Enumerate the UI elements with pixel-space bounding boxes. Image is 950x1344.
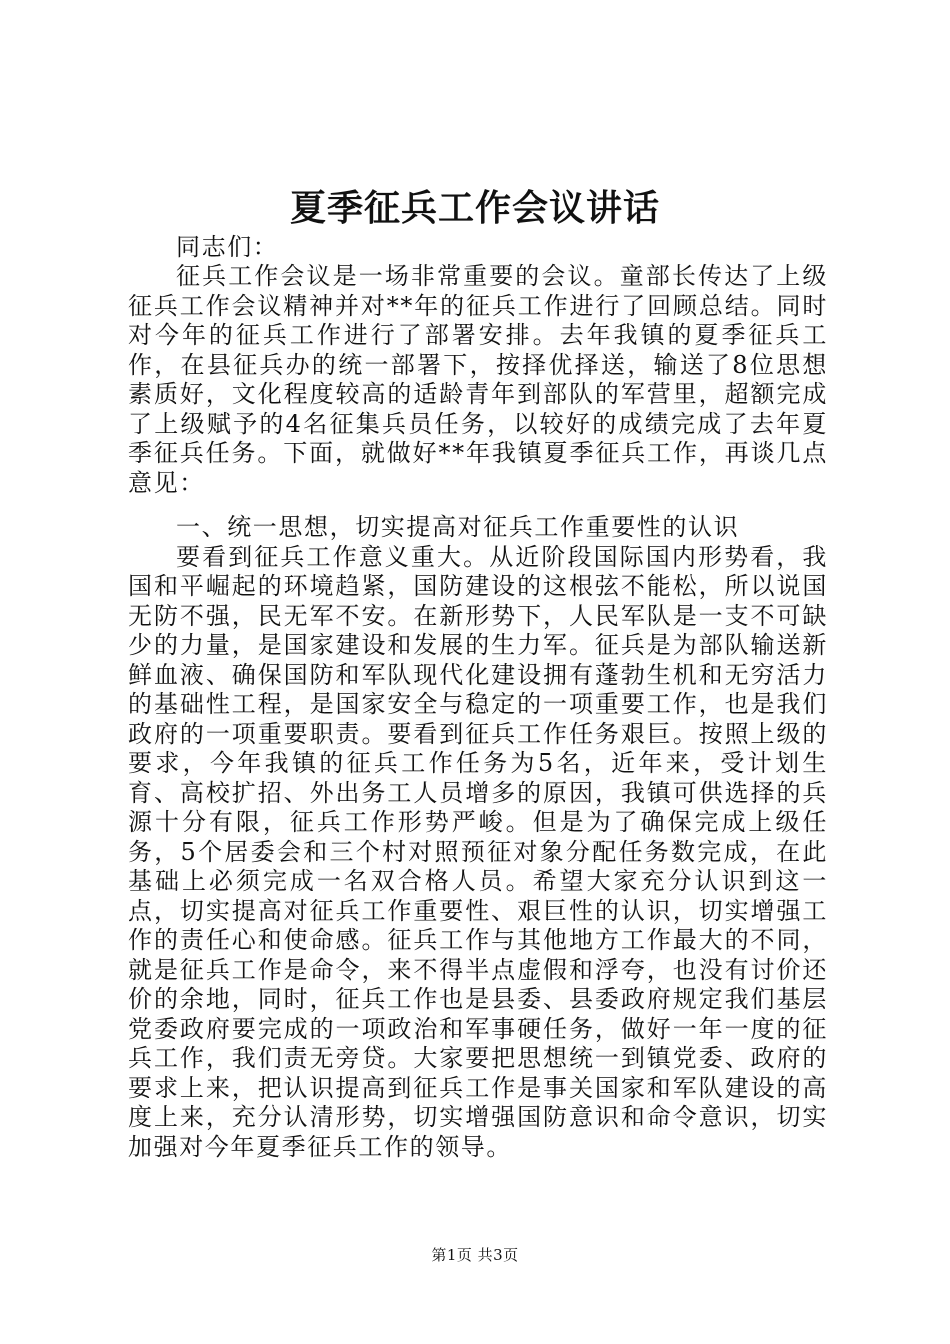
intro-paragraph: 征兵工作会议是一场非常重要的会议。童部长传达了上级征兵工作会议精神并对**年的征兵工作进行了回顾总结。同时对今年的征兵工作进行了部署安排。去年我镇的夏季征兵工作，在县征兵办的统一部署下，按择优择送，输送了8位思想素质好，文化程度较高的适龄青年到部队的军营里，超额完成了上级赋予的4名征集兵员任务，以较好的成绩完成了去年夏季征兵任务。下面，就做好**年我镇夏季征兵工作，再谈几点意见： <box>128 262 828 497</box>
page-footer: 第1页 共3页 <box>431 1246 519 1264</box>
intro-block <box>128 262 828 498</box>
salutation <box>128 233 828 263</box>
section-one <box>128 513 828 1162</box>
section-heading: 一、统一思想，切实提高对征兵工作重要性的认识 <box>176 513 740 541</box>
salutation-text: 同志们： <box>176 233 279 261</box>
section-paragraph: 要看到征兵工作意义重大。从近阶段国际国内形势看，我国和平崛起的环境趋紧，国防建设的这根弦不能松，所以说国无防不强，民无军不安。在新形势下，人民军队是一支不可缺少的力量，是国家建设和发展的生力军。征兵是为部队输送新鲜血液、确保国防和军队现代化建设拥有蓬勃生机和无穷活力的基础性工程，是国家安全与稳定的一项重要工作，也是我们政府的一项重要职责。要看到征兵工作任务艰巨。按照上级的要求，今年我镇的征兵工作任务为5名，近年来，受计划生育、高校扩招、外出务工人员增多的原因，我镇可供选择的兵源十分有限，征兵工作形势严峻。但是为了确保完成上级任务，5个居委会和三个村对照预征对象分配任务数完成，在此基础上必须完成一名双合格人员。希望大家充分认识到这一点，切实提高对征兵工作重要性、艰巨性的认识，切实增强工作的责任心和使命感。征兵工作与其他地方工作最大的不同，就是征兵工作是命令，来不得半点虚假和浮夸，也没有讨价还价的余地，同时，征兵工作也是县委、县委政府规定我们基层党委政府要完成的一项政治和军事硬任务，做好一年一度的征兵工作，我们责无旁贷。大家要把思想统一到镇党委、政府的要求上来，把认识提高到征兵工作是事关国家和军队建设的高度上来，充分认清形势，切实增强国防意识和命令意识，切实加强对今年夏季征兵工作的领导。 <box>128 542 828 1161</box>
document-title: 夏季征兵工作会议讲话 <box>289 187 660 229</box>
